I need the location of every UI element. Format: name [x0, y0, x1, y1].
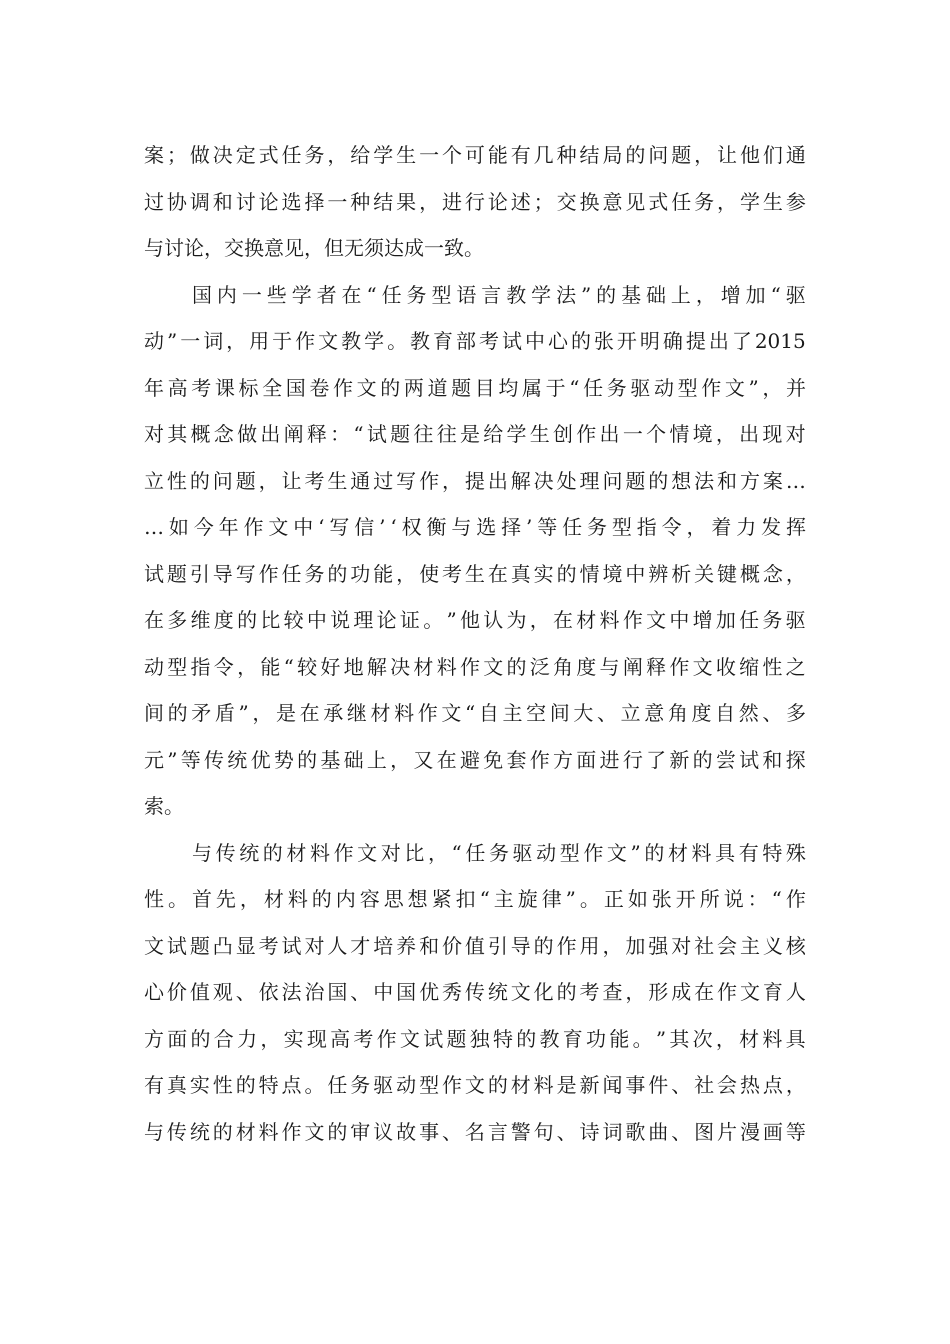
paragraph-first-line: 国 内 一 些 学 者 在 “ 任 务 型 语 言 教 学 法 ” 的 基 础 上 ， 增 加 “ 驱	[192, 282, 806, 307]
text-line: 动 ” 一 词 ， 用 于 作 文 教 学 。 教 育 部 考 试 中 心 的 张 开 明 确 提 出 了 2015	[144, 329, 806, 353]
text-line: 与讨论，交换意见，但无须达成一致。	[144, 236, 484, 260]
text-line: 心 价 值 观 、 依 法 治 国 、 中 国 优 秀 传 统 文 化 的 考 查 ， 形 成 在 作 文 育 人	[144, 980, 806, 1004]
paragraph-first-line: 与 传 统 的 材 料 作 文 对 比 ， “ 任 务 驱 动 型 作 文 ” 的 材 料 具 有 特 殊	[192, 840, 806, 865]
text-line: 有 真 实 性 的 特 点 。 任 务 驱 动 型 作 文 的 材 料 是 新 闻 事 件 、 社 会 热 点 ，	[144, 1073, 806, 1097]
text-line: 性 。 首 先 ， 材 料 的 内 容 思 想 紧 扣 “ 主 旋 律 ” 。 正 如 张 开 所 说 ： “ 作	[144, 887, 806, 911]
text-line: 立 性 的 问 题 ， 让 考 生 通 过 写 作 ， 提 出 解 决 处 理 问 题 的 想 法 和 方 案 …	[144, 468, 806, 493]
text-line: 在 多 维 度 的 比 较 中 说 理 论 证 。 ” 他 认 为 ， 在 材 料 作 文 中 增 加 任 务 驱	[144, 608, 806, 632]
body-text	[144, 132, 806, 1155]
text-line: 年 高 考 课 标 全 国 卷 作 文 的 两 道 题 目 均 属 于 “ 任 务 驱 动 型 作 文 ” ， 并	[144, 375, 806, 400]
text-line: 间 的 矛 盾 ” ， 是 在 承 继 材 料 作 文 “ 自 主 空 间 大 、 立 意 角 度 自 然 、 多	[144, 701, 806, 725]
text-line: 案 ； 做 决 定 式 任 务 ， 给 学 生 一 个 可 能 有 几 种 结 局 的 问 题 ， 让 他 们 通	[144, 143, 806, 167]
text-line: 文 试 题 凸 显 考 试 对 人 才 培 养 和 价 值 引 导 的 作 用 ， 加 强 对 社 会 主 义 核	[144, 933, 806, 958]
text-line: 试 题 引 导 写 作 任 务 的 功 能 ， 使 考 生 在 真 实 的 情 境 中 辨 析 关 键 概 念 ，	[144, 561, 806, 586]
text-line: 与 传 统 的 材 料 作 文 的 审 议 故 事 、 名 言 警 句 、 诗 词 歌 曲 、 图 片 漫 画 等	[144, 1119, 806, 1144]
text-line: 动 型 指 令 ， 能 “ 较 好 地 解 决 材 料 作 文 的 泛 角 度 与 阐 释 作 文 收 缩 性 之	[144, 654, 806, 679]
text-line: 索。	[144, 794, 184, 818]
text-line: … 如 今 年 作 文 中 ‘ 写 信 ’ ‘ 权 衡 与 选 择 ’ 等 任 务 型 指 令 ， 着 力 发 挥	[144, 515, 806, 539]
text-line: 对 其 概 念 做 出 阐 释 ： “ 试 题 往 往 是 给 学 生 创 作 出 一 个 情 境 ， 出 现 对	[144, 422, 806, 446]
text-line: 方 面 的 合 力 ， 实 现 高 考 作 文 试 题 独 特 的 教 育 功 能 。 ” 其 次 ， 材 料 具	[144, 1026, 806, 1051]
text-line: 元 ” 等 传 统 优 势 的 基 础 上 ， 又 在 避 免 套 作 方 面 进 行 了 新 的 尝 试 和 探	[144, 747, 806, 772]
text-line: 过 协 调 和 讨 论 选 择 一 种 结 果 ， 进 行 论 述 ； 交 换 意 见 式 任 务 ， 学 生 参	[144, 189, 806, 214]
